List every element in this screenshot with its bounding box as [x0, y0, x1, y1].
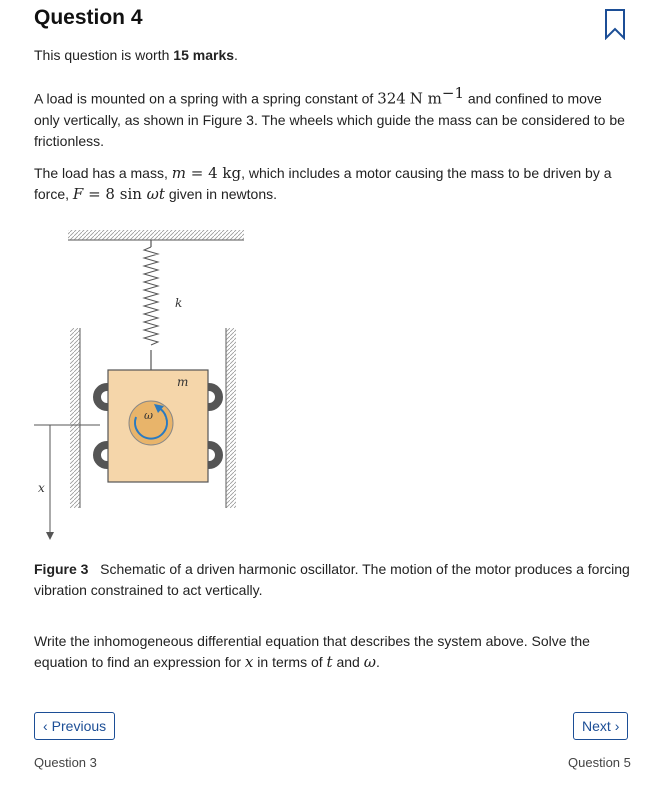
previous-question-label: Question 3: [34, 755, 97, 770]
axis-label-x: x: [38, 481, 45, 495]
question-title: Question 4: [34, 6, 143, 29]
problem-paragraph-1: A load is mounted on a spring with a spring constant of 324 N $m^{-1}$ and confined to move only vertically, as shown in Figure 3. The wheels which guide the mass can be considered to be frictionless.: [34, 84, 625, 149]
right-wall: [226, 328, 236, 508]
spring-label-k: k: [175, 296, 183, 310]
marks-value: 15 marks: [173, 47, 235, 63]
mass-label-m: m: [177, 375, 189, 389]
next-question-label: Question 5: [568, 755, 631, 770]
left-wall: [70, 328, 80, 508]
previous-button[interactable]: ‹ Previous: [34, 712, 115, 740]
bookmark-icon[interactable]: [603, 8, 627, 40]
marks-info: This question is worth 15 marks.: [34, 47, 238, 63]
chevron-left-icon: ‹: [43, 718, 48, 734]
ceiling: [68, 230, 244, 240]
spring: [144, 240, 158, 370]
oscillator-figure: [30, 220, 260, 550]
figure-caption: Figure 3 Schematic of a driven harmonic oscillator. The motion of the motor produces a forcing vibration constrained to act vertically.: [34, 561, 630, 598]
next-button[interactable]: Next ›: [573, 712, 628, 740]
task-paragraph: Write the inhomogeneous differential equation that describes the system above. Solve the equation to find an expression for x in terms of t and ω.: [34, 633, 590, 671]
chevron-right-icon: ›: [614, 718, 620, 734]
figure-caption-label: Figure 3: [34, 561, 89, 577]
motor: [129, 401, 173, 445]
problem-paragraph-2: The load has a mass, m = 4 kg, which includes a motor causing the mass to be driven by a force, F = 8 sin ωt given in newtons.: [34, 164, 612, 203]
motor-label-omega: ω: [144, 409, 153, 422]
